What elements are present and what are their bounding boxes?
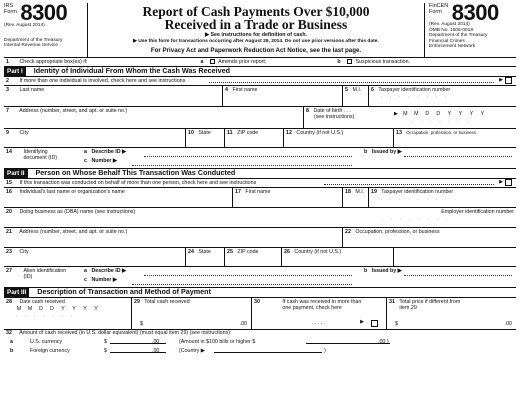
id-doc-label: Identifying document (ID) bbox=[23, 149, 58, 162]
row-16-number: 16 bbox=[6, 189, 12, 195]
row-31-number: 31 bbox=[389, 299, 395, 305]
row-28-31 bbox=[4, 298, 516, 330]
alien-id-fields bbox=[82, 267, 362, 287]
row-20-number: 20 bbox=[6, 209, 12, 215]
row-1-number: 1 bbox=[6, 59, 9, 65]
id-doc-fields bbox=[82, 148, 362, 168]
suspicious-transaction-checkbox[interactable] bbox=[347, 59, 352, 64]
fincen-dept2: Financial Crimes bbox=[429, 38, 465, 44]
row-7-number: 7 bbox=[6, 108, 9, 114]
privacy-notice: For Privacy Act and Paperwork Reduction Act Notice, see the last page. bbox=[150, 46, 362, 54]
large-bills-cents: .00 ) bbox=[378, 339, 389, 345]
date-format-letter: Y bbox=[83, 306, 87, 313]
p2-zip-field[interactable] bbox=[225, 248, 282, 266]
form-title-block bbox=[88, 3, 424, 57]
dob-label-cell bbox=[304, 107, 392, 128]
org-name-field[interactable] bbox=[4, 188, 233, 207]
row-1a-letter: a bbox=[200, 59, 204, 65]
row-14 bbox=[4, 148, 516, 169]
last-name-field[interactable] bbox=[4, 86, 223, 106]
multiple-payments-checkbox[interactable] bbox=[371, 320, 378, 327]
row-14-number: 14 bbox=[6, 149, 12, 155]
fincen-prefix: FinCEN bbox=[429, 3, 449, 9]
part-2-title: Person on Whose Behalf This Transaction Was Conducted bbox=[35, 168, 236, 178]
total-price-field[interactable] bbox=[387, 298, 516, 329]
row-15-label: If this transaction was conducted on behalf of more than one person, check here and see instructions bbox=[19, 180, 257, 186]
multiple-persons-checkbox[interactable] bbox=[505, 179, 512, 186]
address-label: Address (number, street, and apt. or suite no.) bbox=[19, 108, 128, 114]
part-1-header bbox=[4, 67, 516, 77]
row-21-number: 21 bbox=[6, 229, 12, 235]
alien-id-label-cell bbox=[4, 267, 82, 287]
row-15-number: 15 bbox=[6, 180, 12, 186]
foreign-currency-label: Foreign currency bbox=[30, 348, 70, 354]
irs-form-tag bbox=[4, 4, 17, 16]
p2-tin-label: Taxpayer identification number bbox=[381, 189, 454, 195]
dba-name-field[interactable] bbox=[4, 208, 370, 227]
irs-form-block bbox=[4, 0, 88, 57]
dob-format bbox=[402, 111, 485, 117]
total-price-dollar: $ bbox=[395, 320, 398, 327]
row-16-19 bbox=[4, 188, 516, 208]
row-27 bbox=[4, 267, 516, 288]
p2-first-name-field[interactable] bbox=[233, 188, 343, 207]
amends-prior-report-checkbox[interactable] bbox=[210, 59, 215, 64]
irs-form-number: 8300 bbox=[20, 0, 68, 25]
row-32-number: 32 bbox=[6, 330, 12, 336]
row-24-number: 24 bbox=[188, 249, 194, 255]
dob-label: Date of birth . . . bbox=[313, 108, 352, 114]
first-name-label: First name bbox=[232, 87, 258, 93]
row-15-arrow-icon: ▶ bbox=[499, 179, 503, 185]
dba-name-label: Doing business as (DBA) name (see instructions) bbox=[19, 209, 136, 215]
row-1-label: Check appropriate box(es) if: bbox=[19, 59, 88, 65]
row-13-number: 13 bbox=[396, 130, 402, 136]
row-14c-letter: c bbox=[84, 158, 87, 165]
row-32b-letter: b bbox=[10, 348, 14, 354]
total-price-cents: .00 bbox=[504, 320, 512, 327]
fincen-form-block bbox=[424, 0, 516, 57]
row-11-number: 11 bbox=[227, 130, 233, 136]
p2-state-field[interactable] bbox=[186, 248, 225, 266]
dob-arrow-icon: ▶ bbox=[394, 111, 398, 117]
row-15-leader bbox=[324, 184, 494, 185]
row-22-number: 22 bbox=[345, 229, 351, 235]
p2-id-number-field[interactable] bbox=[84, 277, 360, 283]
us-currency-cents: .00 bbox=[152, 339, 160, 345]
foreign-currency-dollar: $ bbox=[104, 348, 107, 354]
row-14b-letter: b bbox=[364, 149, 368, 155]
p2-country-label: Country (if not U.S.) bbox=[294, 249, 342, 255]
fincen-dept3: Enforcement Network bbox=[429, 44, 476, 50]
part-1-title: Identity of Individual From Whom the Cash Was Received bbox=[33, 66, 230, 76]
amends-prior-report-label: Amends prior report; bbox=[218, 59, 267, 65]
dob-format-letter: Y bbox=[469, 111, 474, 117]
row-23-spacer bbox=[394, 248, 516, 266]
row-2 bbox=[4, 77, 516, 86]
row-23-26 bbox=[4, 248, 516, 267]
row-17-number: 17 bbox=[235, 189, 241, 195]
row-28-number: 28 bbox=[6, 299, 12, 305]
tin-tick-marks: : : : : : : : : bbox=[381, 94, 446, 100]
dob-format-letter: Y bbox=[447, 111, 452, 117]
row-19-number: 19 bbox=[371, 189, 377, 195]
row-21-22 bbox=[4, 228, 516, 248]
city-field[interactable] bbox=[4, 129, 186, 147]
row-20 bbox=[4, 208, 516, 228]
id-number-field[interactable] bbox=[84, 158, 360, 164]
p2-address-field[interactable] bbox=[4, 228, 343, 247]
row-3-6 bbox=[4, 86, 516, 107]
dob-tick-marks: : : : : : : : bbox=[412, 118, 468, 124]
id-doc-label-cell bbox=[4, 148, 82, 168]
row-2-cell bbox=[4, 77, 516, 85]
address-field[interactable] bbox=[4, 107, 304, 128]
part-2-header bbox=[4, 169, 516, 179]
row-32a-letter: a bbox=[10, 339, 13, 345]
irs-form-label: Form bbox=[4, 8, 17, 15]
p2-address-label: Address (number, street, and apt. or suite no.) bbox=[19, 229, 128, 235]
total-cash-field[interactable] bbox=[132, 298, 252, 329]
row-3-number: 3 bbox=[6, 87, 9, 93]
p2-city-field[interactable] bbox=[4, 248, 186, 266]
fincen-revision: (Rev. August 2014) bbox=[429, 22, 470, 28]
issued-by-field[interactable] bbox=[362, 148, 516, 168]
p2-occupation-field[interactable] bbox=[343, 228, 516, 247]
row-27-number: 27 bbox=[6, 268, 12, 274]
row-15-cell bbox=[4, 179, 516, 187]
describe-id-label: Describe ID ▶ bbox=[91, 149, 127, 155]
country-label: (Country ▶ bbox=[179, 348, 205, 354]
p2-zip-label: ZIP code bbox=[237, 249, 259, 255]
p2-describe-id-field[interactable] bbox=[84, 268, 360, 274]
occupation-field[interactable] bbox=[394, 129, 516, 147]
total-cash-dollar: $ bbox=[140, 320, 143, 327]
row-30-arrow-icon: ▶ bbox=[360, 319, 364, 326]
row-6-number: 6 bbox=[371, 87, 374, 93]
foreign-currency-cents: .00 bbox=[152, 348, 160, 354]
row-2-leader bbox=[209, 82, 494, 83]
dob-format-letter: M bbox=[414, 111, 419, 117]
ein-tick-marks: : : : : : : : : bbox=[382, 216, 447, 222]
us-currency-label: U.S. currency bbox=[30, 339, 63, 345]
dob-sublabel: (see instructions) bbox=[314, 114, 355, 121]
row-27b-letter: b bbox=[364, 268, 368, 274]
country-close-paren: ) bbox=[324, 348, 326, 354]
row-25-number: 25 bbox=[227, 249, 233, 255]
ein-label: Employer identification number bbox=[441, 209, 514, 215]
city-label: City bbox=[19, 130, 29, 136]
ein-field[interactable] bbox=[370, 208, 516, 227]
row-9-13 bbox=[4, 129, 516, 148]
dob-format-letter: Y bbox=[458, 111, 463, 117]
fincen-form-number: 8300 bbox=[451, 0, 499, 25]
date-format-letter: Y bbox=[72, 306, 76, 313]
dob-format-letter: M bbox=[403, 111, 408, 117]
date-tick-marks: : : : : : : : bbox=[16, 313, 72, 319]
row-32 bbox=[4, 330, 516, 339]
row-2-label: If more than one individual is involved, check here and see instructions bbox=[19, 78, 186, 84]
row-32-label: Amount of cash received (in U.S. dollar equivalent) (must equal item 29) (see instructions): bbox=[19, 330, 232, 336]
total-price-label: Total price if different from item 29 bbox=[399, 299, 461, 312]
instruction-line2: ▶ Use this form for transactions occurring after August 29, 2014. Do not use prior versions after this date. bbox=[133, 39, 379, 45]
row-30-number: 30 bbox=[254, 299, 260, 305]
date-of-birth-field[interactable] bbox=[392, 107, 516, 128]
row-8-number: 8 bbox=[306, 108, 309, 114]
p2-tin-tick-marks: : : : : : : : : bbox=[381, 196, 446, 202]
describe-id-leader bbox=[144, 156, 352, 157]
date-cash-received-label: Date cash received bbox=[19, 299, 65, 305]
row-29-number: 29 bbox=[134, 299, 140, 305]
dob-format-letter: D bbox=[425, 111, 430, 117]
irs-service: Internal Revenue Service bbox=[4, 43, 58, 49]
id-number-leader bbox=[132, 165, 352, 166]
row-32b bbox=[4, 348, 516, 357]
row-10-number: 10 bbox=[188, 130, 194, 136]
p2-occupation-label: Occupation, profession, or business bbox=[355, 229, 440, 235]
instruction-line1: ▶ See instructions for definition of cash. bbox=[204, 32, 308, 38]
issued-by-label: Issued by ▶ bbox=[371, 149, 402, 155]
date-format-letter: D bbox=[39, 306, 43, 313]
suspicious-transaction-label: Suspicious transaction. bbox=[355, 59, 411, 65]
state-field[interactable] bbox=[186, 129, 225, 147]
total-cash-cents: .00 bbox=[239, 320, 247, 327]
p2-issued-by-field[interactable] bbox=[362, 267, 516, 287]
part-2-badge: Part II bbox=[4, 169, 28, 179]
row-14a-letter: a bbox=[84, 149, 87, 155]
date-format-letter: Y bbox=[61, 306, 65, 313]
omb-number: OMB No. 1506-0018 bbox=[429, 27, 473, 33]
irs-prefix: IRS bbox=[4, 3, 14, 9]
middle-initial-field[interactable] bbox=[343, 86, 369, 106]
row-27a-letter: a bbox=[84, 268, 87, 274]
row-2-arrow-icon: ▶ bbox=[499, 77, 503, 83]
first-name-field[interactable] bbox=[223, 86, 343, 106]
issued-by-leader bbox=[404, 156, 512, 157]
multiple-payments-label: If cash was received in more than one payment, check here bbox=[282, 299, 362, 312]
country-label: Country (if not U.S.) bbox=[296, 130, 344, 136]
part-3-header bbox=[4, 288, 516, 298]
p2-issued-by-label: Issued by ▶ bbox=[371, 268, 402, 274]
multiple-payments-leader: . . . . . bbox=[312, 319, 326, 326]
p2-describe-id-label: Describe ID ▶ bbox=[91, 268, 127, 274]
p2-country-field[interactable] bbox=[282, 248, 394, 266]
p2-city-label: City bbox=[19, 249, 29, 255]
us-currency-dollar: $ bbox=[104, 339, 107, 345]
row-18-number: 18 bbox=[345, 189, 351, 195]
state-label: State bbox=[198, 130, 211, 136]
row-1-cell bbox=[4, 58, 516, 66]
p2-tin-field[interactable] bbox=[369, 188, 516, 207]
part-1-badge: Part I bbox=[4, 67, 26, 77]
p2-first-name-label: First name bbox=[245, 189, 271, 195]
fincen-form-label: Form bbox=[429, 8, 442, 15]
zip-field[interactable] bbox=[225, 129, 284, 147]
alien-id-label: Alien identification (ID) bbox=[23, 268, 67, 281]
date-cash-received-field[interactable] bbox=[4, 298, 132, 329]
row-1b-letter: b bbox=[337, 59, 341, 65]
row-15 bbox=[4, 179, 516, 188]
p2-id-number-label: Number ▶ bbox=[91, 277, 117, 284]
p2-state-label: State bbox=[198, 249, 211, 255]
describe-id-field[interactable] bbox=[84, 149, 360, 155]
middle-initial-label: M.I. bbox=[352, 87, 362, 93]
org-name-label: Individual's last name or organization's name bbox=[19, 189, 125, 195]
zip-label: ZIP code bbox=[237, 130, 259, 136]
p2-id-number-leader bbox=[132, 284, 352, 285]
large-bills-label: (Amount in $100 bills or higher $ bbox=[179, 339, 256, 345]
date-format-letter: D bbox=[50, 306, 54, 313]
fincen-form-tag bbox=[429, 4, 448, 16]
row-7-8 bbox=[4, 107, 516, 129]
dob-format-letter: D bbox=[436, 111, 441, 117]
form-title-line2: Received in a Trade or Business bbox=[164, 17, 348, 32]
foreign-country-input[interactable] bbox=[214, 347, 322, 353]
row-26-number: 26 bbox=[284, 249, 290, 255]
row-12-number: 12 bbox=[286, 130, 292, 136]
form-title-line1: Report of Cash Payments Over $10,000 bbox=[142, 4, 370, 19]
last-name-label: Last name bbox=[19, 87, 45, 93]
form-header bbox=[4, 0, 516, 58]
row-1 bbox=[4, 58, 516, 67]
multiple-individuals-checkbox[interactable] bbox=[505, 77, 512, 84]
irs-revision: (Rev. August 2014) bbox=[4, 23, 45, 29]
total-cash-label: Total cash received bbox=[144, 299, 190, 305]
p2-middle-initial-field[interactable] bbox=[343, 188, 369, 207]
dob-format-letter: Y bbox=[480, 111, 485, 117]
row-9-number: 9 bbox=[6, 130, 9, 136]
part-3-badge: Part III bbox=[4, 288, 29, 298]
date-format bbox=[6, 306, 129, 312]
id-number-label: Number ▶ bbox=[91, 158, 117, 165]
country-field[interactable] bbox=[284, 129, 394, 147]
tin-label: Taxpayer identification number bbox=[378, 87, 451, 93]
tin-field[interactable] bbox=[369, 86, 516, 106]
part-3-title: Description of Transaction and Method of Payment bbox=[37, 287, 211, 297]
fincen-dept1: Department of the Treasury bbox=[429, 33, 488, 39]
p2-issued-by-leader bbox=[404, 275, 512, 276]
irs-department: Department of the Treasury bbox=[4, 37, 63, 43]
row-23-number: 23 bbox=[6, 249, 12, 255]
row-27c-letter: c bbox=[84, 277, 87, 284]
row-5-number: 5 bbox=[345, 87, 348, 93]
date-format-letter: M bbox=[27, 306, 33, 313]
occupation-label: Occupation, profession, or business bbox=[406, 130, 476, 135]
date-format-letter: M bbox=[16, 306, 22, 313]
p2-describe-id-leader bbox=[144, 275, 352, 276]
date-format-letter: Y bbox=[94, 306, 98, 313]
p2-middle-initial-label: M.I. bbox=[355, 189, 365, 195]
row-4-number: 4 bbox=[225, 87, 228, 93]
row-2-number: 2 bbox=[6, 78, 9, 84]
multiple-payments-cell bbox=[252, 298, 387, 329]
